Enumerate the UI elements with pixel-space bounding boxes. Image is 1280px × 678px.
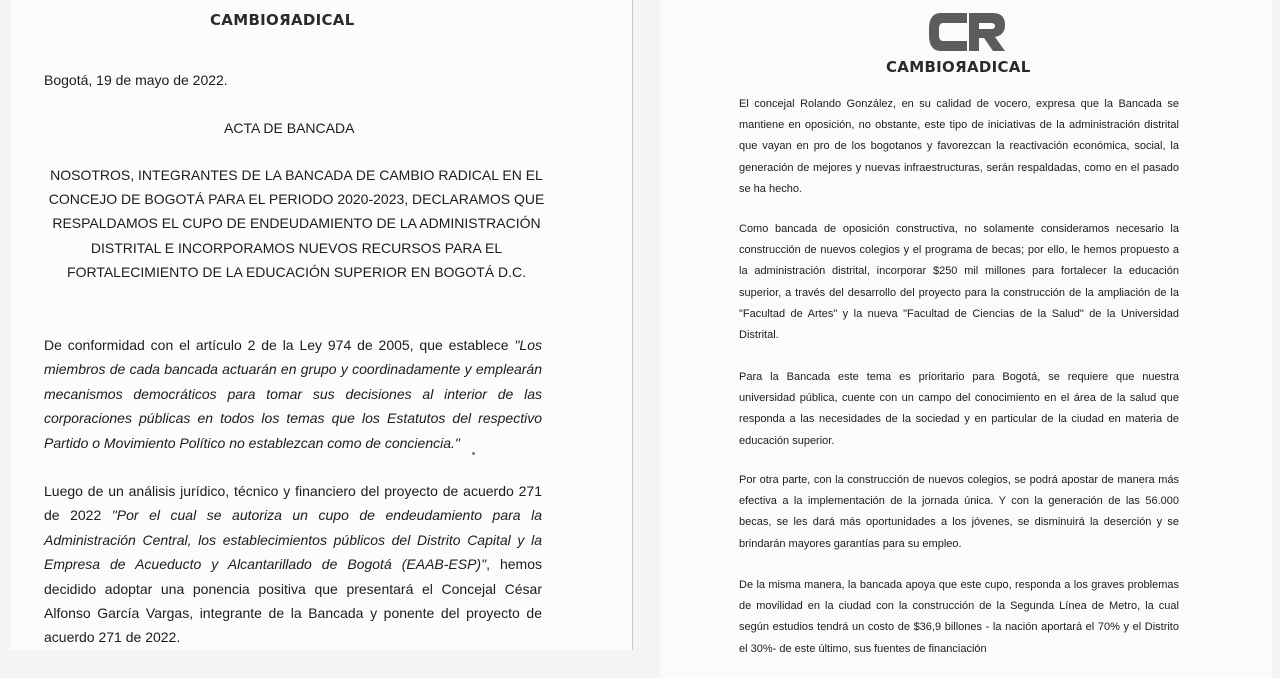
left-document-page <box>10 0 632 650</box>
schools-scholarships-paragraph: Por otra parte, con la construcción de nuevos colegios, se podrá apostar de manera más efectiva a la implementación de la jornada única. Y con la generación de las 56.000 becas, se les dará más oportunidades a los jóvenes, se disminuirá la deserción y se brindarán mayores garantías para su empleo. <box>739 474 1179 550</box>
analysis-paragraph <box>44 479 542 650</box>
law-citation-quote: "Los miembros de cada bancada actuarán en grupo y coordinadamente y emplearán mecanismos democráticos para tomar sus decisiones al interior de las corporaciones públicas en todos los temas que los Estatutos del respectivo Partido o Movimiento Político no establezcan como de conciencia." <box>44 337 542 451</box>
cambio-radical-cr-logo-icon <box>923 7 1009 57</box>
analysis-rest: , hemos decidido adoptar una ponencia positiva que presentará el Concejal César Alfonso García Vargas, integrante de la Bancada y ponente del proyecto de acuerdo 271 de 2022. <box>44 556 542 646</box>
document-title: ACTA DE BANCADA <box>224 120 355 136</box>
law-citation-intro: De conformidad con el artículo 2 de la Ley 974 de 2005, que establece <box>44 337 515 353</box>
law-citation-paragraph <box>44 333 542 455</box>
cambio-radical-wordmark: CAMBIOЯADICAL <box>886 58 1031 76</box>
constructive-opposition-paragraph: Como bancada de oposición constructiva, no solamente consideramos necesario la construcción de nuevos colegios y el programa de becas; por ello, le hemos propuesto a la administración distrital, incorporar $250 mil millones para fortalecer la educación superior, a través del desarrollo del proyecto para la construcción de la ampliación de la "Facultad de Artes" y la nueva "Facultad de Ciencias de la Salud" de la Universidad Distrital. <box>739 223 1179 342</box>
cambio-radical-header-logo: CAMBIOЯADICAL <box>210 11 355 29</box>
scan-speck <box>472 452 475 455</box>
analysis-intro: Luego de un análisis jurídico, técnico y financiero del proyecto de acuerdo 271 de 2022 <box>44 483 542 524</box>
metro-paragraph: De la misma manera, la bancada apoya que este cupo, responda a los graves problemas de movilidad en la ciudad con la construcción de la Segunda Línea de Metro, la cual según estudios tendrá un costo de $36,9 billones - la nación aportará el 70% y el Distrito el 30%- de este último, sus fuentes de financiación <box>739 579 1179 655</box>
project-title-quote: "Por el cual se autoriza un cupo de endeudamiento para la Administración Central, los establecimientos públicos del Distrito Capital y la Empresa de Acueducto y Alcantarillado de Bogotá (EAAB-ESP)" <box>44 507 542 573</box>
spokesperson-paragraph: El concejal Rolando González, en su calidad de vocero, expresa que la Bancada se mantiene en oposición, no obstante, este tipo de iniciativas de la administración distrital que vayan en pro de los bogotanos y favorezcan la reactivación económica, social, la generación de mejores y nuevas infraestructuras, serán respaldadas, como en el pasado se ha hecho. <box>739 98 1179 195</box>
declaration-paragraph: NOSOTROS, INTEGRANTES DE LA BANCADA DE CAMBIO RADICAL EN EL CONCEJO DE BOGOTÁ PARA EL PERIODO 2020-2023, DECLARAMOS QUE RESPALDAMOS EL CUPO DE ENDEUDAMIENTO DE LA ADMINISTRACIÓN DISTRITAL E INCORPORAMOS NUEVOS RECURSOS PARA EL FORTALECIMIENTO DE LA EDUCACIÓN SUPERIOR EN BOGOTÁ D.C. <box>48 167 545 280</box>
document-date: Bogotá, 19 de mayo de 2022. <box>44 72 228 88</box>
priority-paragraph: Para la Bancada este tema es prioritario para Bogotá, se requiere que nuestra universidad pública, cuente con un campo del conocimiento en el área de la salud que responda a las necesidades de la sociedad y en particular de la ciudad en materia de educación superior. <box>739 371 1179 447</box>
right-document-page <box>660 0 1272 678</box>
